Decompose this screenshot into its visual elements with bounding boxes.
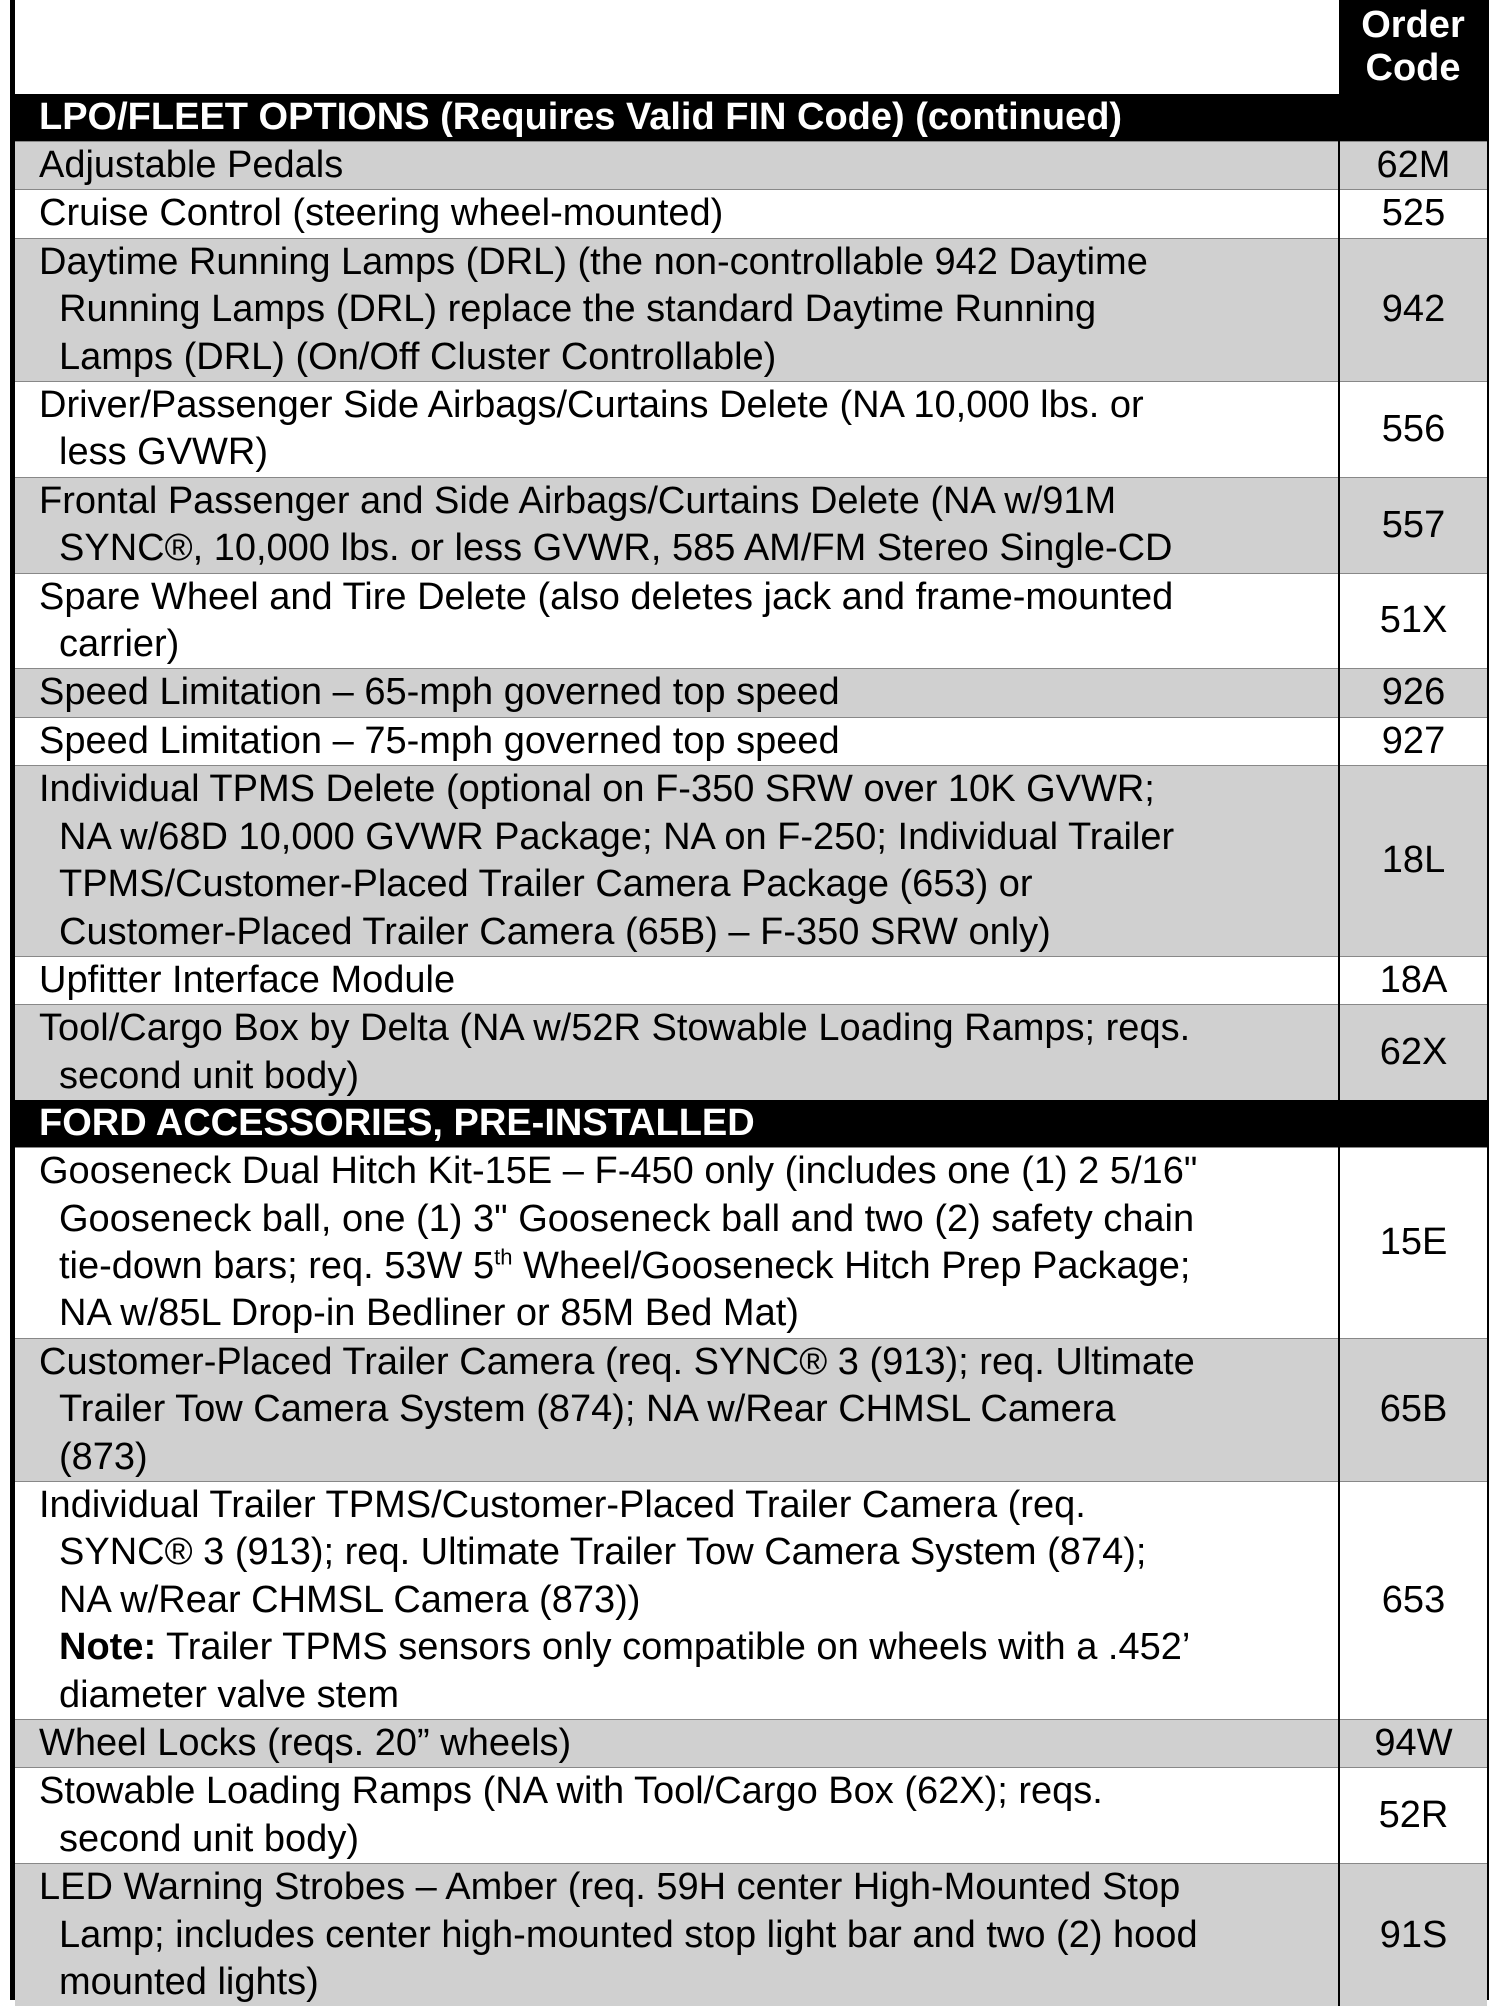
option-description bbox=[15, 477, 1339, 573]
order-code: 942 bbox=[1339, 238, 1487, 381]
description-line: Speed Limitation – 75-mph governed top speed bbox=[39, 718, 1330, 765]
lpo-fleet-rows bbox=[15, 142, 1487, 1101]
option-description bbox=[15, 142, 1339, 190]
table-row bbox=[15, 1768, 1487, 1864]
option-description bbox=[15, 382, 1339, 478]
table-row bbox=[15, 956, 1487, 1004]
description-line: NA w/85L Drop-in Bedliner or 85M Bed Mat) bbox=[39, 1290, 1330, 1337]
description-line: second unit body) bbox=[39, 1816, 1330, 1863]
table-row bbox=[15, 382, 1487, 478]
order-code: 62M bbox=[1339, 142, 1487, 190]
order-code: 52R bbox=[1339, 1768, 1487, 1864]
note-text: Trailer TPMS sensors only compatible on wheels with a .452’ bbox=[156, 1626, 1190, 1668]
order-code: 926 bbox=[1339, 669, 1487, 717]
option-description bbox=[15, 956, 1339, 1004]
description-line: Running Lamps (DRL) replace the standard Daytime Running bbox=[39, 286, 1330, 333]
option-description bbox=[15, 1338, 1339, 1481]
order-code: 65B bbox=[1339, 1338, 1487, 1481]
description-line: Tool/Cargo Box by Delta (NA w/52R Stowable Loading Ramps; reqs. bbox=[39, 1005, 1330, 1052]
description-line: Gooseneck Dual Hitch Kit-15E – F-450 only (includes one (1) 2 5/16" bbox=[39, 1148, 1330, 1195]
description-line: Individual Trailer TPMS/Customer-Placed Trailer Camera (req. bbox=[39, 1482, 1330, 1529]
description-line: Wheel Locks (reqs. 20” wheels) bbox=[39, 1720, 1330, 1767]
description-line: Cruise Control (steering wheel-mounted) bbox=[39, 190, 1330, 237]
description-line: Lamp; includes center high-mounted stop light bar and two (2) hood bbox=[39, 1912, 1330, 1959]
order-code: 51X bbox=[1339, 573, 1487, 669]
table-row bbox=[15, 669, 1487, 717]
description-line: Customer-Placed Trailer Camera (req. SYNC® 3 (913); req. Ultimate bbox=[39, 1339, 1330, 1386]
table-row bbox=[15, 1338, 1487, 1481]
table-row bbox=[15, 1148, 1487, 1339]
order-code: 18L bbox=[1339, 766, 1487, 957]
order-code-header-line2: Code bbox=[1339, 47, 1487, 90]
description-line: Customer-Placed Trailer Camera (65B) – F-350 SRW only) bbox=[39, 909, 1330, 956]
option-description bbox=[15, 573, 1339, 669]
section-header-lpo-fleet bbox=[15, 94, 1487, 142]
description-line: Adjustable Pedals bbox=[39, 142, 1330, 189]
order-code: 525 bbox=[1339, 190, 1487, 238]
option-description bbox=[15, 1720, 1339, 1768]
description-line: LED Warning Strobes – Amber (req. 59H center High-Mounted Stop bbox=[39, 1864, 1330, 1911]
description-line: Gooseneck ball, one (1) 3" Gooseneck ball and two (2) safety chain bbox=[39, 1196, 1330, 1243]
table-row bbox=[15, 1720, 1487, 1768]
order-code-header bbox=[1339, 0, 1487, 94]
description-line: Driver/Passenger Side Airbags/Curtains Delete (NA 10,000 lbs. or bbox=[39, 382, 1330, 429]
option-description bbox=[15, 238, 1339, 381]
section-header-ford-accessories bbox=[15, 1100, 1487, 1148]
table-row bbox=[15, 142, 1487, 190]
description-line: Individual TPMS Delete (optional on F-350 SRW over 10K GVWR; bbox=[39, 766, 1330, 813]
order-code: 653 bbox=[1339, 1481, 1487, 1719]
description-line: (873) bbox=[39, 1434, 1330, 1481]
order-code: 927 bbox=[1339, 717, 1487, 765]
table-row bbox=[15, 766, 1487, 957]
description-line: Daytime Running Lamps (DRL) (the non-controllable 942 Daytime bbox=[39, 239, 1330, 286]
description-line: Lamps (DRL) (On/Off Cluster Controllable) bbox=[39, 334, 1330, 381]
order-code: 62X bbox=[1339, 1005, 1487, 1100]
option-description bbox=[15, 1148, 1339, 1339]
option-description bbox=[15, 190, 1339, 238]
order-code: 556 bbox=[1339, 382, 1487, 478]
table-row bbox=[15, 238, 1487, 381]
option-description bbox=[15, 1481, 1339, 1719]
description-line: NA w/Rear CHMSL Camera (873)) bbox=[39, 1577, 1330, 1624]
option-description bbox=[15, 766, 1339, 957]
description-line: Trailer Tow Camera System (874); NA w/Rear CHMSL Camera bbox=[39, 1386, 1330, 1433]
option-description bbox=[15, 1768, 1339, 1864]
order-code: 94W bbox=[1339, 1720, 1487, 1768]
order-code: 557 bbox=[1339, 477, 1487, 573]
option-description bbox=[15, 669, 1339, 717]
description-line: Stowable Loading Ramps (NA with Tool/Cargo Box (62X); reqs. bbox=[39, 1768, 1330, 1815]
description-text: tie-down bars; req. 53W 5 bbox=[59, 1245, 494, 1287]
accessory-rows bbox=[15, 1720, 1487, 2006]
option-description bbox=[15, 1005, 1339, 1100]
table-row bbox=[15, 573, 1487, 669]
description-line: Upfitter Interface Module bbox=[39, 957, 1330, 1004]
table-row bbox=[15, 717, 1487, 765]
order-code-header-line1: Order bbox=[1339, 4, 1487, 47]
description-line: less GVWR) bbox=[39, 429, 1330, 476]
description-line: SYNC® 3 (913); req. Ultimate Trailer Tow Camera System (874); bbox=[39, 1529, 1330, 1576]
order-code: 91S bbox=[1339, 1864, 1487, 2006]
table-row bbox=[15, 477, 1487, 573]
description-line: SYNC®, 10,000 lbs. or less GVWR, 585 AM/FM Stereo Single-CD bbox=[39, 525, 1330, 572]
description-line: Frontal Passenger and Side Airbags/Curtains Delete (NA w/91M bbox=[39, 478, 1330, 525]
option-description bbox=[15, 717, 1339, 765]
order-code: 15E bbox=[1339, 1148, 1487, 1339]
description-text: Wheel/Gooseneck Hitch Prep Package; bbox=[512, 1245, 1190, 1287]
description-line: carrier) bbox=[39, 621, 1330, 668]
options-table bbox=[15, 94, 1487, 2006]
description-line: Spare Wheel and Tire Delete (also deletes jack and frame-mounted bbox=[39, 574, 1330, 621]
accessories-section bbox=[15, 1100, 1487, 1719]
section-title: FORD ACCESSORIES, PRE-INSTALLED bbox=[15, 1100, 1487, 1148]
note-line bbox=[39, 1624, 1330, 1671]
right-border bbox=[1487, 0, 1489, 2000]
table-row bbox=[15, 1005, 1487, 1100]
description-line: TPMS/Customer-Placed Trailer Camera Package (653) or bbox=[39, 861, 1330, 908]
description-line: second unit body) bbox=[39, 1053, 1330, 1100]
description-line: diameter valve stem bbox=[39, 1672, 1330, 1719]
table-row bbox=[15, 1864, 1487, 2006]
table-row bbox=[15, 190, 1487, 238]
description-line: mounted lights) bbox=[39, 1959, 1330, 2006]
note-label: Note: bbox=[59, 1626, 156, 1668]
description-line bbox=[39, 1243, 1330, 1290]
superscript-th: th bbox=[494, 1244, 512, 1269]
description-line: Speed Limitation – 65-mph governed top speed bbox=[39, 669, 1330, 716]
options-table-body bbox=[15, 94, 1487, 142]
table-row bbox=[15, 1481, 1487, 1719]
option-description bbox=[15, 1864, 1339, 2006]
section-title: LPO/FLEET OPTIONS (Requires Valid FIN Code) (continued) bbox=[15, 94, 1487, 142]
description-line: NA w/68D 10,000 GVWR Package; NA on F-250; Individual Trailer bbox=[39, 814, 1330, 861]
order-code: 18A bbox=[1339, 956, 1487, 1004]
